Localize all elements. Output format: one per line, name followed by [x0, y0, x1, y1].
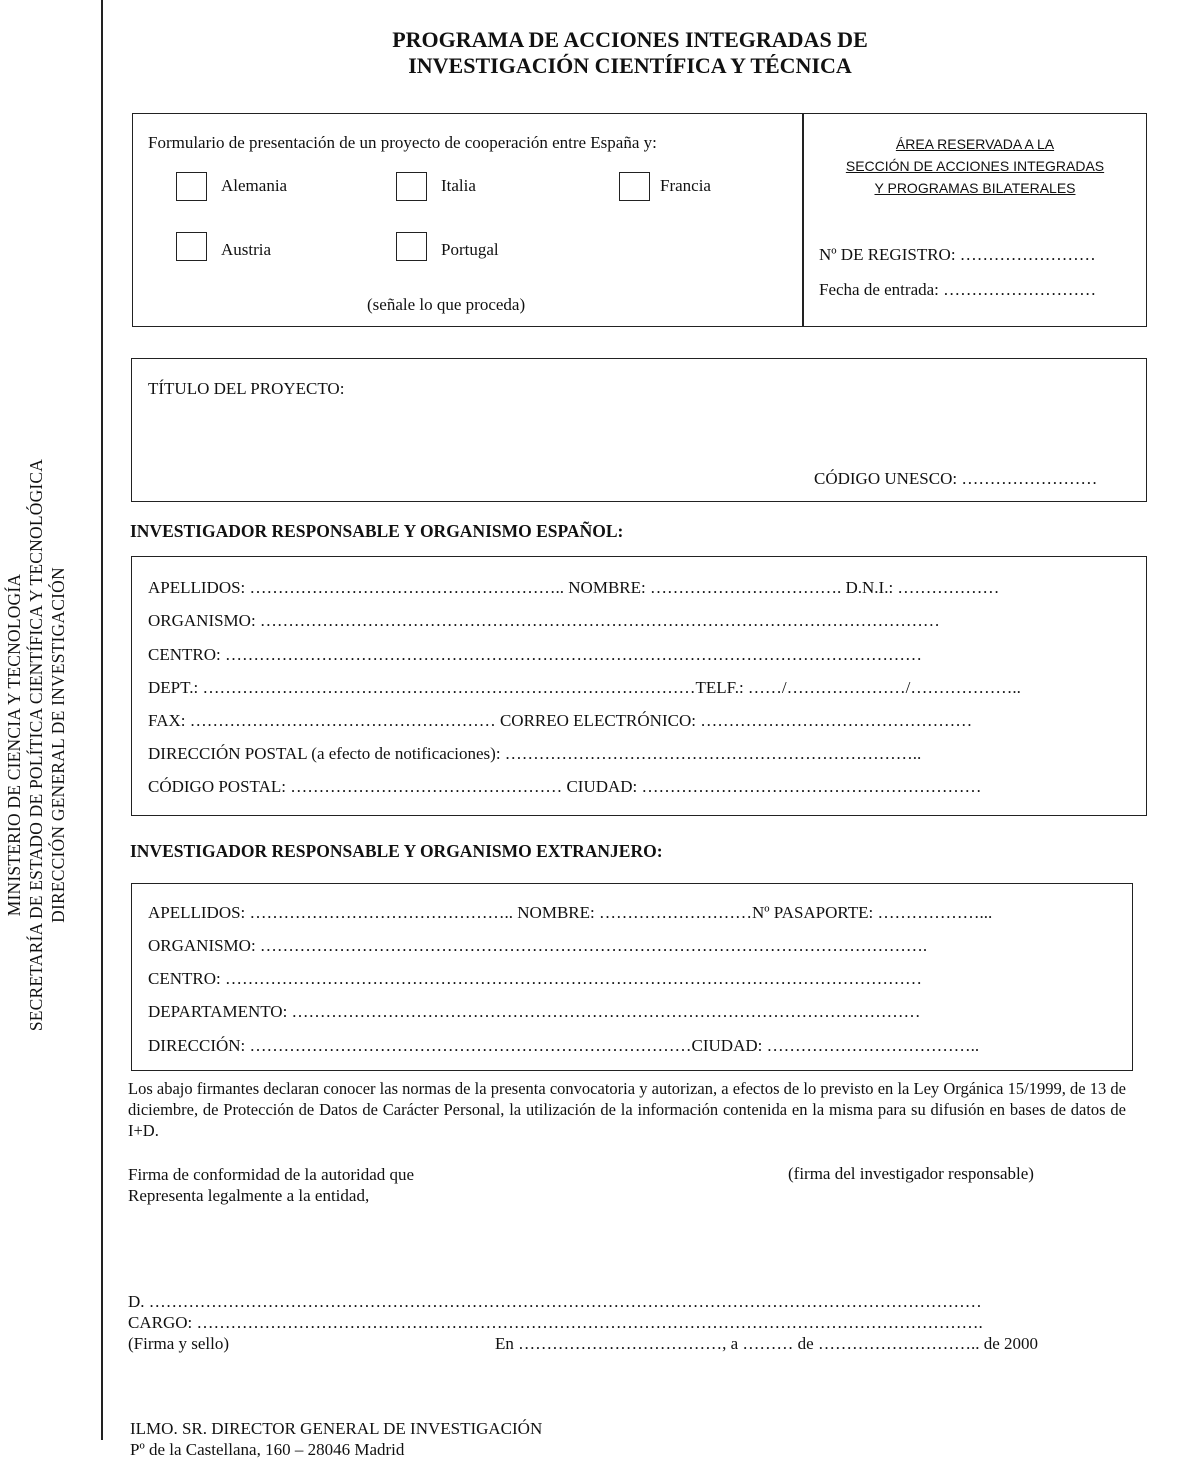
checkbox-italia[interactable]: [396, 172, 427, 201]
foreign-organismo-row[interactable]: ORGANISMO: ……………………………………………………………………………………………………….: [148, 936, 928, 955]
directorate-name: DIRECCIÓN GENERAL DE INVESTIGACIÓN: [48, 567, 68, 923]
spanish-cp-row[interactable]: CÓDIGO POSTAL: ………………………………………… CIUDAD: ……………………………………………………: [148, 777, 982, 796]
spanish-organismo-row[interactable]: ORGANISMO: …………………………………………………………………………………………………………: [148, 611, 940, 630]
signatory-cargo-field[interactable]: CARGO: ………………………………………………………………………………………………………………………….: [128, 1313, 983, 1332]
signatory-name-field[interactable]: D. …………………………………………………………………………………………………………………………………: [128, 1292, 982, 1311]
label-austria: Austria: [221, 240, 272, 259]
foreign-centro-row[interactable]: CENTRO: ……………………………………………………………………………………………………………: [148, 969, 922, 988]
spanish-direccion-row[interactable]: DIRECCIÓN POSTAL (a efecto de notificaciones): ………………………………………………………………..: [148, 744, 922, 763]
reserved-area-heading: ÁREA RESERVADA A LA SECCIÓN DE ACCIONES INTEGRADAS Y PROGRAMAS BILATERALES: [845, 136, 1105, 196]
checkbox-portugal[interactable]: [396, 232, 427, 261]
label-portugal: Portugal: [441, 240, 499, 259]
spanish-centro-row[interactable]: CENTRO: ……………………………………………………………………………………………………………: [148, 645, 922, 664]
data-protection-declaration: Los abajo firmantes declaran conocer las normas de la presenta convocatoria y autorizan, a efectos de lo previsto en la Ley Orgánica 15/1999, de 13 de diciembre, de Protección de Datos de Carácter Personal, la utilización de la información contenida en la misma para su difusión en bases de datos de I+D.: [128, 1079, 1126, 1140]
label-alemania: Alemania: [221, 176, 288, 195]
signature-seal-label: (Firma y sello): [128, 1334, 230, 1353]
checkbox-austria[interactable]: [176, 232, 207, 261]
project-title-field[interactable]: TÍTULO DEL PROYECTO:: [148, 379, 345, 398]
authority-signature-label: Firma de conformidad de la autoridad que Representa legalmente a la entidad,: [128, 1165, 415, 1205]
checkbox-francia[interactable]: [619, 172, 650, 201]
label-italia: Italia: [441, 176, 476, 195]
ministry-sidebar: [3, 395, 93, 1095]
ministry-name: MINISTERIO DE CIENCIA Y TECNOLOGÍA: [4, 573, 24, 917]
foreign-departamento-row[interactable]: DEPARTAMENTO: …………………………………………………………………………………………………: [148, 1002, 921, 1021]
form-intro: Formulario de presentación de un proyecto de cooperación entre España y:: [148, 133, 657, 152]
addressee: ILMO. SR. DIRECTOR GENERAL DE INVESTIGACIÓN Pº de la Castellana, 160 – 28046 Madrid: [130, 1419, 543, 1459]
investigator-signature-label: (firma del investigador responsable): [788, 1164, 1034, 1183]
secretariat-name: SECRETARÍA DE ESTADO DE POLÍTICA CIENTÍFICA Y TECNOLÓGICA: [26, 458, 46, 1032]
place-date-field[interactable]: En ………………………………, a ……… de ……………………….. de 2000: [495, 1334, 1039, 1353]
foreign-section-heading: INVESTIGADOR RESPONSABLE Y ORGANISMO EXTRANJERO:: [130, 841, 663, 861]
spanish-dept-row[interactable]: DEPT.: ……………………………………………………………………………TELF.: ……/…………………/………………..: [148, 678, 1021, 697]
unesco-code-field[interactable]: CÓDIGO UNESCO: ……………………: [814, 469, 1098, 488]
spanish-apellidos-row[interactable]: APELLIDOS: ……………………………………………….. NOMBRE: ……………………………. D.N.I.: ………………: [148, 578, 1000, 597]
selection-note: (señale lo que proceda): [367, 295, 526, 314]
fecha-entrada-field[interactable]: Fecha de entrada: ………………………: [819, 280, 1097, 299]
foreign-direccion-row[interactable]: DIRECCIÓN: ……………………………………………………………………CIUDAD: ………………………………..: [148, 1036, 980, 1055]
label-francia: Francia: [660, 176, 711, 195]
checkbox-alemania[interactable]: [176, 172, 207, 201]
margin-rule: [101, 0, 103, 1440]
foreign-apellidos-row[interactable]: APELLIDOS: ……………………………………….. NOMBRE: ………………………Nº PASAPORTE: ………………...: [148, 903, 993, 922]
spanish-fax-row[interactable]: FAX: ……………………………………………… CORREO ELECTRÓNICO: …………………………………………: [148, 711, 973, 730]
page-title: PROGRAMA DE ACCIONES INTEGRADAS DE INVESTIGACIÓN CIENTÍFICA Y TÉCNICA: [392, 27, 868, 78]
registro-field[interactable]: Nº DE REGISTRO: ……………………: [819, 245, 1096, 264]
spanish-section-heading: INVESTIGADOR RESPONSABLE Y ORGANISMO ESPAÑOL:: [130, 521, 624, 541]
